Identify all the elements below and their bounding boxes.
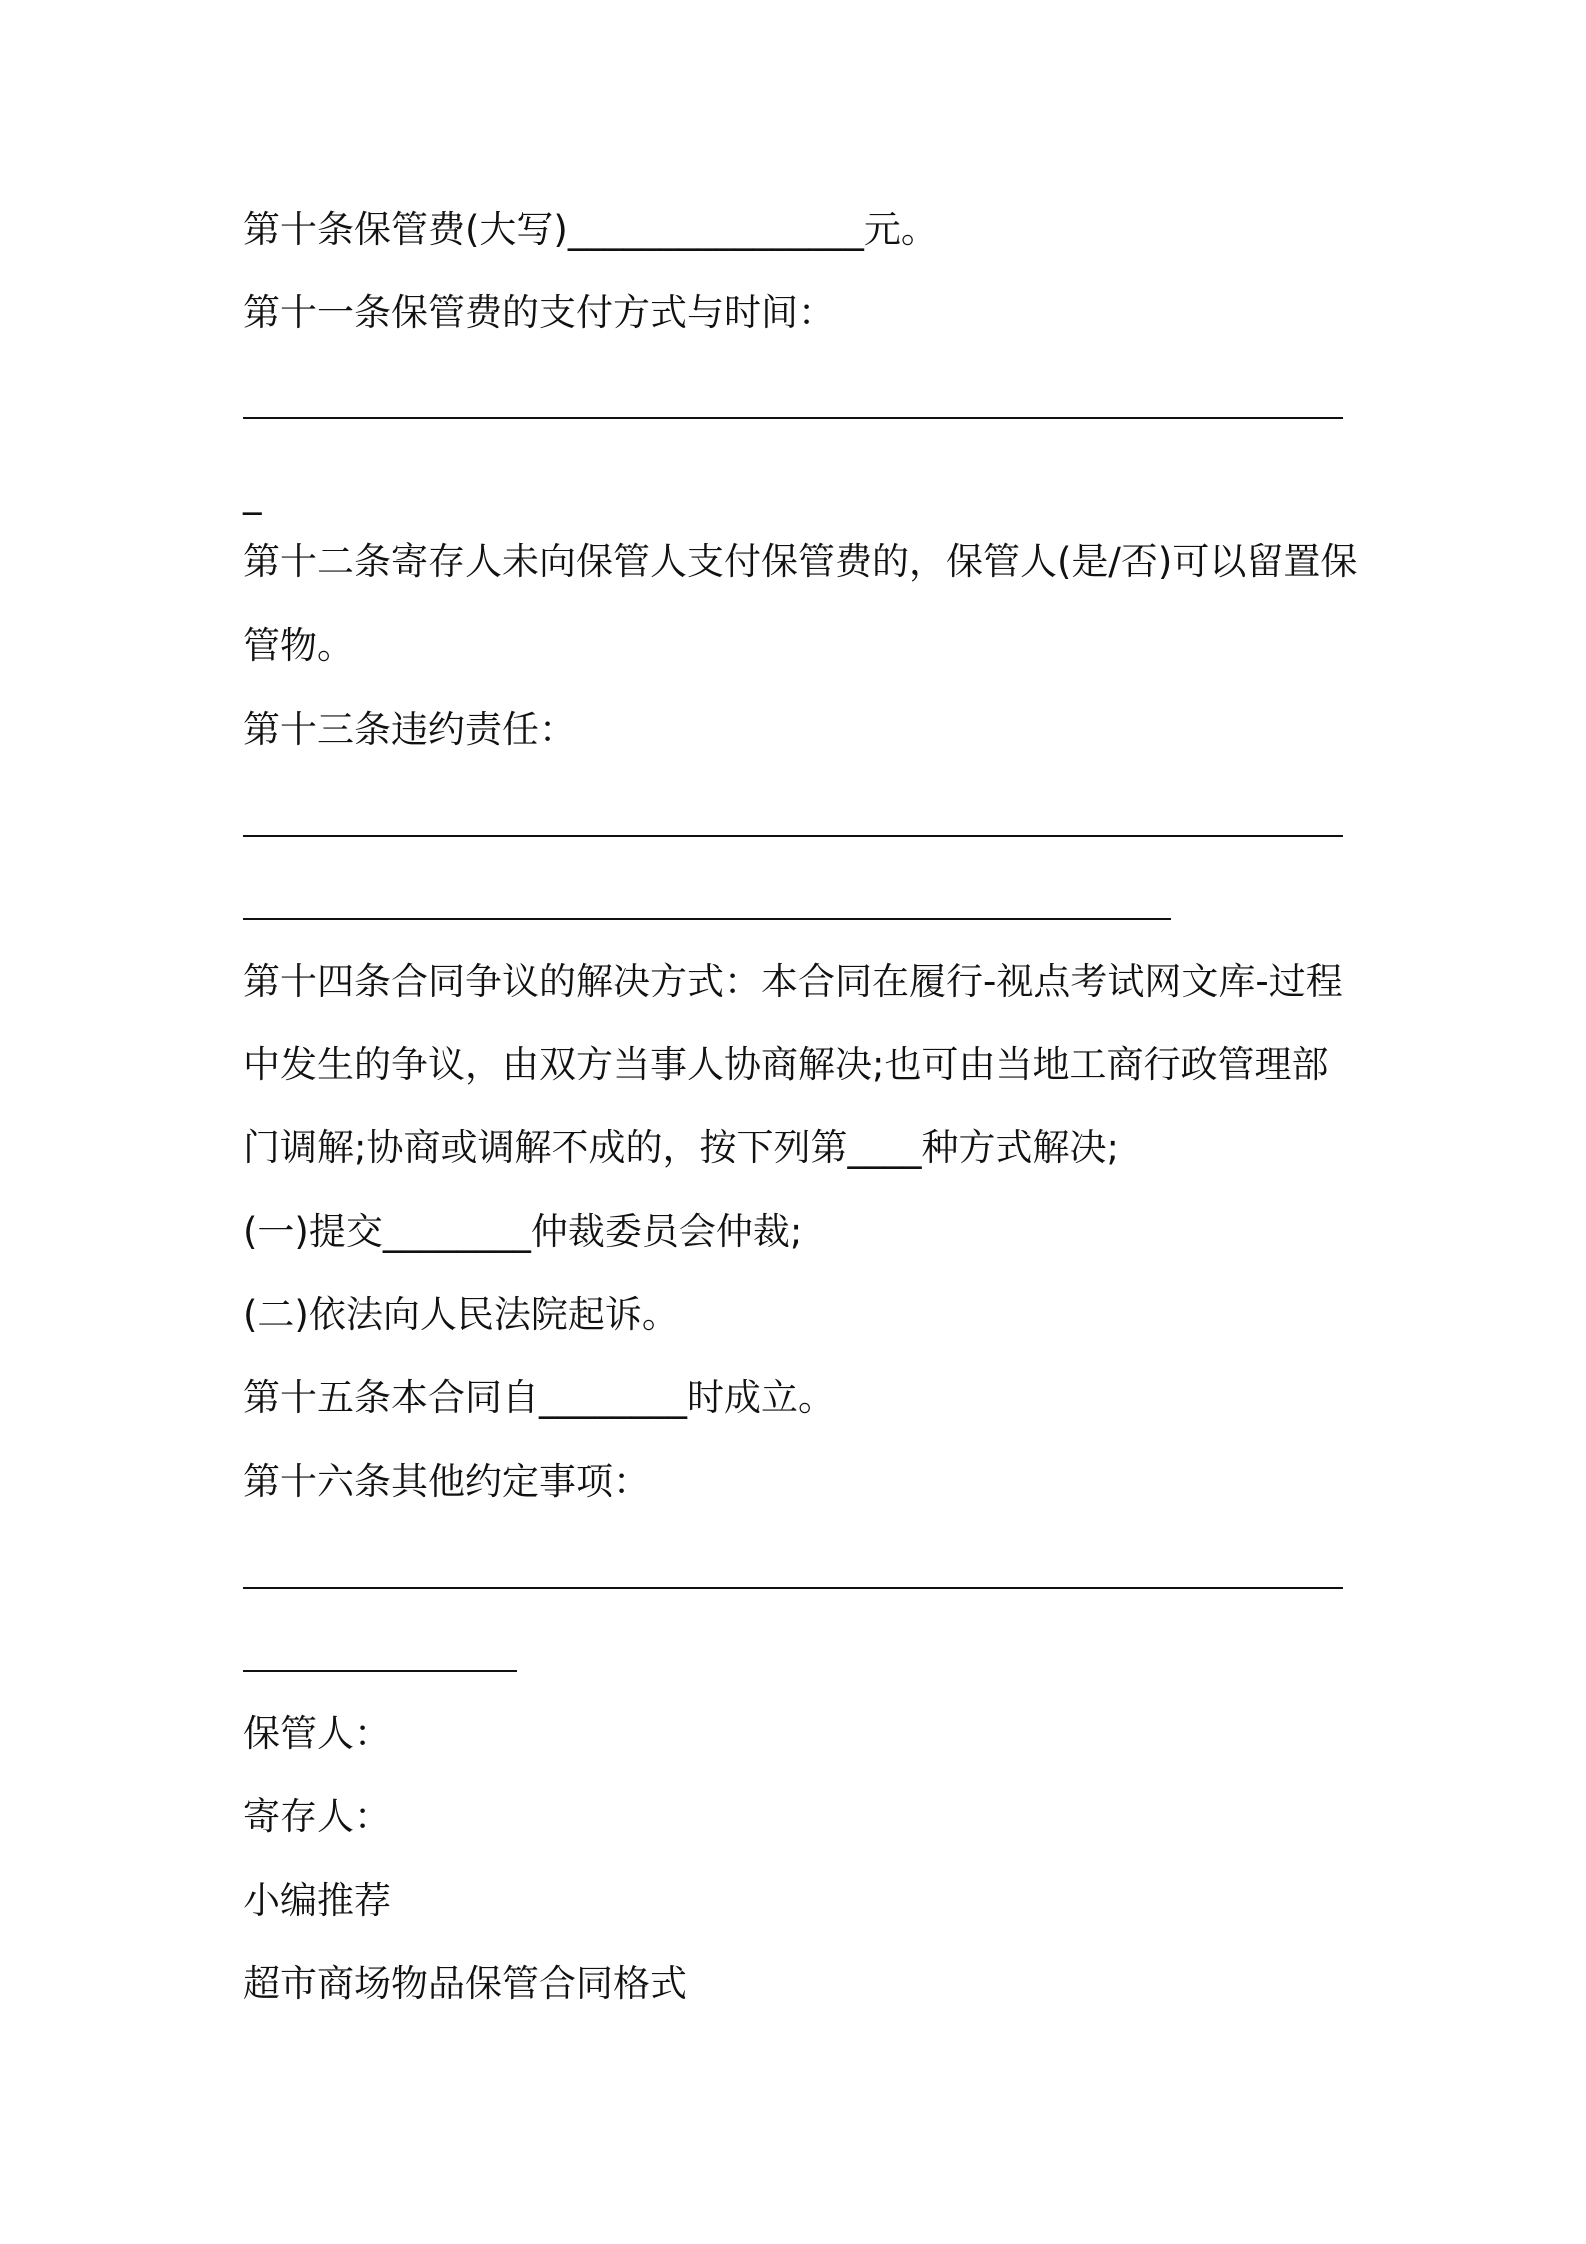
clause-11: 第十一条保管费的支付方式与时间： — [243, 291, 835, 334]
recommend-heading: 小编推荐 — [243, 1879, 391, 1922]
clause-13: 第十三条违约责任： — [243, 708, 576, 751]
blank-line-13a — [243, 835, 1343, 837]
blank-line-11a — [243, 417, 1343, 419]
signature-keeper: 保管人： — [243, 1712, 391, 1755]
blank-line-13b — [243, 918, 1171, 920]
clause-11-tail: _ — [243, 472, 262, 515]
clause-14-option-2: (二)依法向人民法院起诉。 — [243, 1293, 679, 1336]
signature-depositor: 寄存人： — [243, 1795, 391, 1838]
clause-14-line-1: 第十四条合同争议的解决方式：本合同在履行-视点考试网文库-过程 — [243, 960, 1343, 1003]
clause-14-option-1: (一)提交________仲裁委员会仲裁; — [243, 1210, 803, 1253]
clause-15: 第十五条本合同自________时成立。 — [243, 1376, 835, 1419]
clause-14-line-3: 门调解;协商或调解不成的，按下列第____种方式解决; — [243, 1126, 1119, 1169]
clause-14-line-2: 中发生的争议，由双方当事人协商解决;也可由当地工商行政管理部 — [243, 1043, 1329, 1086]
clause-10: 第十条保管费(大写)________________元。 — [243, 208, 938, 251]
related-article-link[interactable]: 超市商场物品保管合同格式 — [243, 1962, 687, 2005]
clause-12-line-1: 第十二条寄存人未向保管人支付保管费的，保管人(是/否)可以留置保 — [243, 540, 1358, 583]
blank-line-16a — [243, 1587, 1343, 1589]
clause-16: 第十六条其他约定事项： — [243, 1460, 650, 1503]
clause-12-line-2: 管物。 — [243, 624, 354, 667]
blank-line-16b — [243, 1670, 517, 1672]
